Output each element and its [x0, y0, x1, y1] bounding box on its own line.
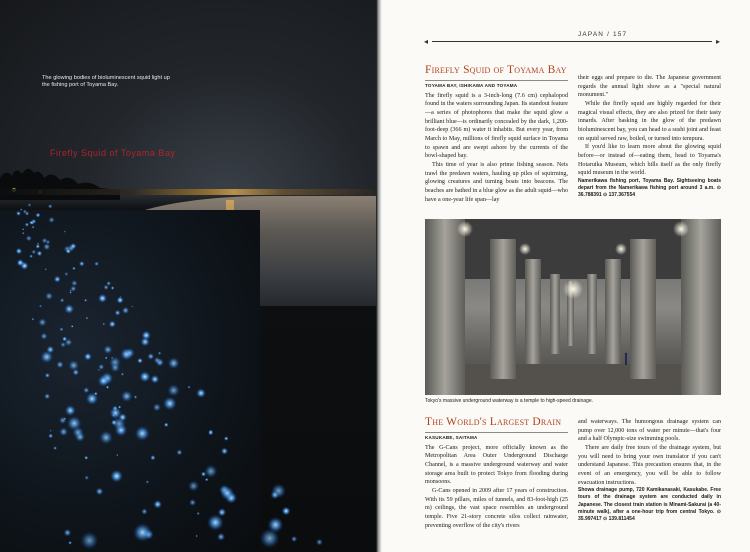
glowing-squid — [153, 500, 162, 509]
glowing-squid — [153, 403, 162, 412]
glowing-squid — [102, 323, 105, 326]
glowing-squid — [98, 294, 107, 303]
paragraph: their eggs and prepare to die. The Japanese government regards the annual light show as a "special natural monument." — [578, 75, 721, 99]
glowing-squid — [64, 304, 74, 314]
glowing-squid — [17, 259, 25, 267]
visitor-info: Namerikawa fishing port, Toyama Bay. Sightseeing boats depart from the Namerikawa fishing port around 3 a.m. ⊙ 36.788391 ⊙ 137.367554 — [578, 177, 721, 199]
glowing-squid — [154, 357, 161, 364]
glowing-squid — [59, 427, 68, 436]
glowing-squid — [103, 345, 112, 354]
glowing-squid — [282, 507, 291, 516]
paragraph: G-Cans opened in 2009 after 17 years of construction. With its 59 pillars, miles of tunnels, and 83-foot-high (25 m) ceilings, the vast space resembles an underground temple. Five 21-story concrete silos collect rainwater, preventing overflow of the city's rivers — [425, 487, 568, 529]
glowing-squid — [45, 373, 50, 378]
glowing-squid — [118, 406, 121, 409]
glowing-squid — [37, 250, 43, 256]
photo-caption: Tokyo's massive underground waterway is a temple to high-speed drainage. — [425, 398, 593, 404]
glowing-squid — [36, 244, 41, 249]
running-head-rule — [432, 41, 712, 42]
glowing-squid — [115, 310, 121, 316]
glowing-squid — [83, 387, 89, 393]
glowing-squid — [218, 508, 227, 517]
glowing-squid — [291, 536, 297, 542]
glowing-squid — [56, 361, 64, 369]
glowing-squid — [112, 417, 126, 431]
glowing-squid — [38, 318, 46, 326]
glowing-squid — [141, 508, 148, 515]
glowing-squid — [164, 422, 169, 427]
article-column-2 — [578, 74, 721, 199]
glowing-squid — [84, 456, 88, 460]
paragraph: There are daily free tours of the drainage system, but you will need to bring your own translator if you can't understand Japanese. This precaution ensures that, in the event of an emergency, you will be able to follow evacuation instructions. — [578, 444, 721, 486]
glowing-squid — [29, 221, 33, 225]
location-line: KASUKABE, SAITAMA — [425, 435, 478, 440]
glowing-squid — [65, 405, 76, 416]
glowing-squid — [29, 254, 33, 258]
glowing-squid — [116, 296, 123, 303]
glowing-squid — [25, 211, 30, 216]
glowing-squid — [158, 351, 162, 355]
glowing-squid — [111, 357, 113, 359]
glowing-squid — [168, 357, 180, 369]
glowing-squid — [111, 286, 115, 290]
glowing-squid — [32, 318, 35, 321]
glowing-squid — [196, 512, 200, 516]
running-head-text: JAPAN / 157 — [574, 31, 631, 38]
glowing-squid — [72, 267, 76, 271]
glowing-squid — [146, 480, 149, 483]
glowing-squid — [45, 268, 47, 270]
glowing-squid — [316, 539, 323, 546]
glowing-squid — [84, 475, 89, 480]
glowing-squid — [94, 261, 99, 266]
glowing-squid — [28, 203, 32, 207]
glowing-squid — [40, 333, 47, 340]
glowing-squid — [20, 208, 23, 211]
glowing-squid — [260, 528, 280, 548]
glowing-squid — [26, 235, 32, 241]
glowing-squid — [22, 228, 24, 230]
glowing-squid — [84, 299, 87, 302]
glowing-squid — [125, 348, 135, 358]
glowing-squid — [25, 222, 29, 226]
glowing-squid — [53, 446, 57, 450]
glowing-squid — [131, 306, 133, 308]
glowing-squid — [208, 429, 213, 434]
glowing-squid — [31, 250, 36, 255]
glowing-squid — [50, 430, 52, 432]
glowing-squid — [67, 416, 82, 431]
glowing-squid — [220, 486, 234, 500]
glowing-squid — [96, 487, 104, 495]
glowing-squid — [217, 533, 225, 541]
overlay-title: Firefly Squid of Toyama Bay — [50, 148, 176, 158]
glowing-squid — [64, 230, 66, 232]
glowing-squid — [48, 433, 53, 438]
glowing-squid — [189, 499, 196, 506]
glowing-squid — [205, 478, 209, 482]
glowing-squid — [64, 338, 72, 346]
glowing-squid — [45, 292, 53, 300]
glowing-squid — [221, 447, 228, 454]
section-title-largest-drain: The World's Largest Drain — [425, 416, 562, 428]
glowing-squid — [150, 375, 159, 384]
glowing-squid — [54, 276, 61, 283]
section-title-rule — [425, 432, 568, 433]
glowing-squid — [176, 449, 182, 455]
glowing-squid — [196, 388, 206, 398]
glowing-squid — [48, 217, 55, 224]
glowing-squid — [35, 213, 40, 218]
article-column-1 — [425, 82, 568, 204]
underground-drain-illustration — [425, 219, 721, 395]
glowing-squid — [135, 426, 150, 441]
glowing-squid — [121, 390, 133, 402]
glowing-squid — [134, 395, 138, 399]
glowing-squid — [188, 480, 199, 491]
location-line: TOYAMA BAY, ISHIKAWA AND TOYAMA — [425, 83, 518, 88]
glowing-squid-field — [0, 200, 378, 552]
glowing-squid — [270, 490, 279, 499]
drain-photo — [425, 219, 721, 395]
glowing-squid — [112, 414, 115, 417]
glowing-squid — [66, 248, 72, 254]
glowing-squid — [133, 523, 152, 542]
glowing-squid — [59, 327, 63, 331]
glowing-squid — [116, 454, 118, 456]
paragraph: This time of year is also prime fishing season. Nets trawl the predawn waters, hauling up piles of squirming, glowing creatures and turning boats into beacons. The beaches are bathed in a blue glow as the adult squid—who have a one-year life span—lay — [425, 161, 568, 203]
glowing-squid — [68, 360, 79, 371]
glowing-squid — [42, 238, 48, 244]
glowing-squid — [195, 535, 198, 538]
paragraph: and waterways. The humongous drainage system can pump over 12,000 tons of water per minute—that's four and a half Olympic-size swimming pools. — [578, 419, 721, 443]
glowing-squid — [99, 431, 113, 445]
paragraph: The firefly squid is a 3-inch-long (7.6 cm) cephalopod found in the waters surrounding Japan. Its standout feature—a series of photophores that make the squid glow a brilliant blue—is ordinarily concealed by the dark, 1,200-foot-deep (366 m) water it inhabits. But every year, from March to May, millions of firefly squid surface in Toyama to spawn and are swept ashore by the currents of the bowl-shaped bay. — [425, 92, 568, 160]
glowing-squid — [71, 280, 78, 287]
glowing-squid — [150, 455, 156, 461]
glowing-squid — [110, 470, 123, 483]
glowing-squid — [187, 386, 190, 389]
glowing-squid — [48, 204, 53, 209]
glowing-squid — [79, 261, 85, 267]
glowing-squid — [68, 541, 72, 545]
section-title-rule — [425, 80, 568, 81]
glowing-squid — [121, 373, 124, 376]
glowing-squid — [31, 226, 34, 229]
glowing-squid — [63, 417, 66, 420]
glowing-squid — [80, 531, 98, 549]
arrow-right-icon: ▸ — [715, 37, 720, 46]
photo-caption-left: The glowing bodies of bioluminescent squid light up the fishing port of Toyama Bay. — [42, 75, 170, 88]
article-column-3 — [425, 434, 568, 530]
glowing-squid — [84, 353, 92, 361]
glowing-squid — [16, 211, 21, 216]
glowing-squid — [60, 298, 65, 303]
glowing-squid — [22, 232, 25, 235]
glowing-squid — [122, 307, 129, 314]
glowing-squid — [71, 325, 74, 328]
glowing-squid — [86, 392, 99, 405]
glowing-squid — [70, 243, 77, 250]
glowing-squid — [105, 357, 108, 360]
paragraph: While the firefly squid are highly regarded for their magical visual effects, they are also prized for their tasty innards. After basking in the glow of the predawn bioluminescent bay, you can head to a sushi joint and feast on squid served raw, boiled, or turned into tempura. — [578, 100, 721, 142]
article-column-4 — [578, 418, 721, 523]
running-head — [424, 31, 720, 45]
glowing-squid — [167, 384, 180, 397]
glowing-squid — [140, 337, 150, 347]
glowing-squid — [16, 248, 23, 255]
glowing-squid — [207, 514, 224, 531]
right-text-page — [382, 0, 750, 552]
glowing-squid — [147, 353, 154, 360]
paragraph: The G-Cans project, more officially known as the Metropolitan Area Outer Underground Discharge Channel, is a massive underground waterway and water storage area built to protect Tokyo from flooding during monsoons. — [425, 444, 568, 486]
glowing-squid — [98, 364, 104, 370]
section-title-firefly-squid: Firefly Squid of Toyama Bay — [425, 64, 567, 76]
glowing-squid — [44, 393, 50, 399]
glowing-squid — [204, 465, 217, 478]
horizon-lights — [0, 189, 378, 195]
visitor-info: Showa drainage pump, 720 Kamikanasaki, Kasukabe. Free tours of the drainage system are conducted daily in Japanese. The closest train station is Minami-Sakurai (a 40-minute walk), after a one-hour trip from central Tokyo. ⊙ 35.997417 ⊙ 139.811454 — [578, 487, 721, 523]
glowing-squid — [46, 346, 54, 354]
glowing-squid — [110, 363, 120, 373]
glowing-squid — [39, 305, 42, 308]
glowing-squid — [139, 371, 150, 382]
glowing-squid — [106, 281, 111, 286]
glowing-squid — [86, 317, 89, 320]
paragraph: If you'd like to learn more about the glowing squid before—or instead of—eating them, head to Toyama's Hotaruika Museum, which bills itself as the only firefly squid museum in the world. — [578, 144, 721, 177]
glowing-squid — [98, 375, 110, 387]
glowing-squid — [109, 320, 116, 327]
glowing-squid — [64, 529, 72, 537]
arrow-left-icon: ◂ — [424, 37, 429, 46]
glowing-squid — [224, 436, 229, 441]
glowing-squid — [43, 243, 51, 251]
glowing-squid — [64, 272, 68, 276]
glowing-squid — [163, 397, 177, 411]
glowing-squid — [137, 358, 143, 364]
glowing-squid — [69, 289, 72, 292]
